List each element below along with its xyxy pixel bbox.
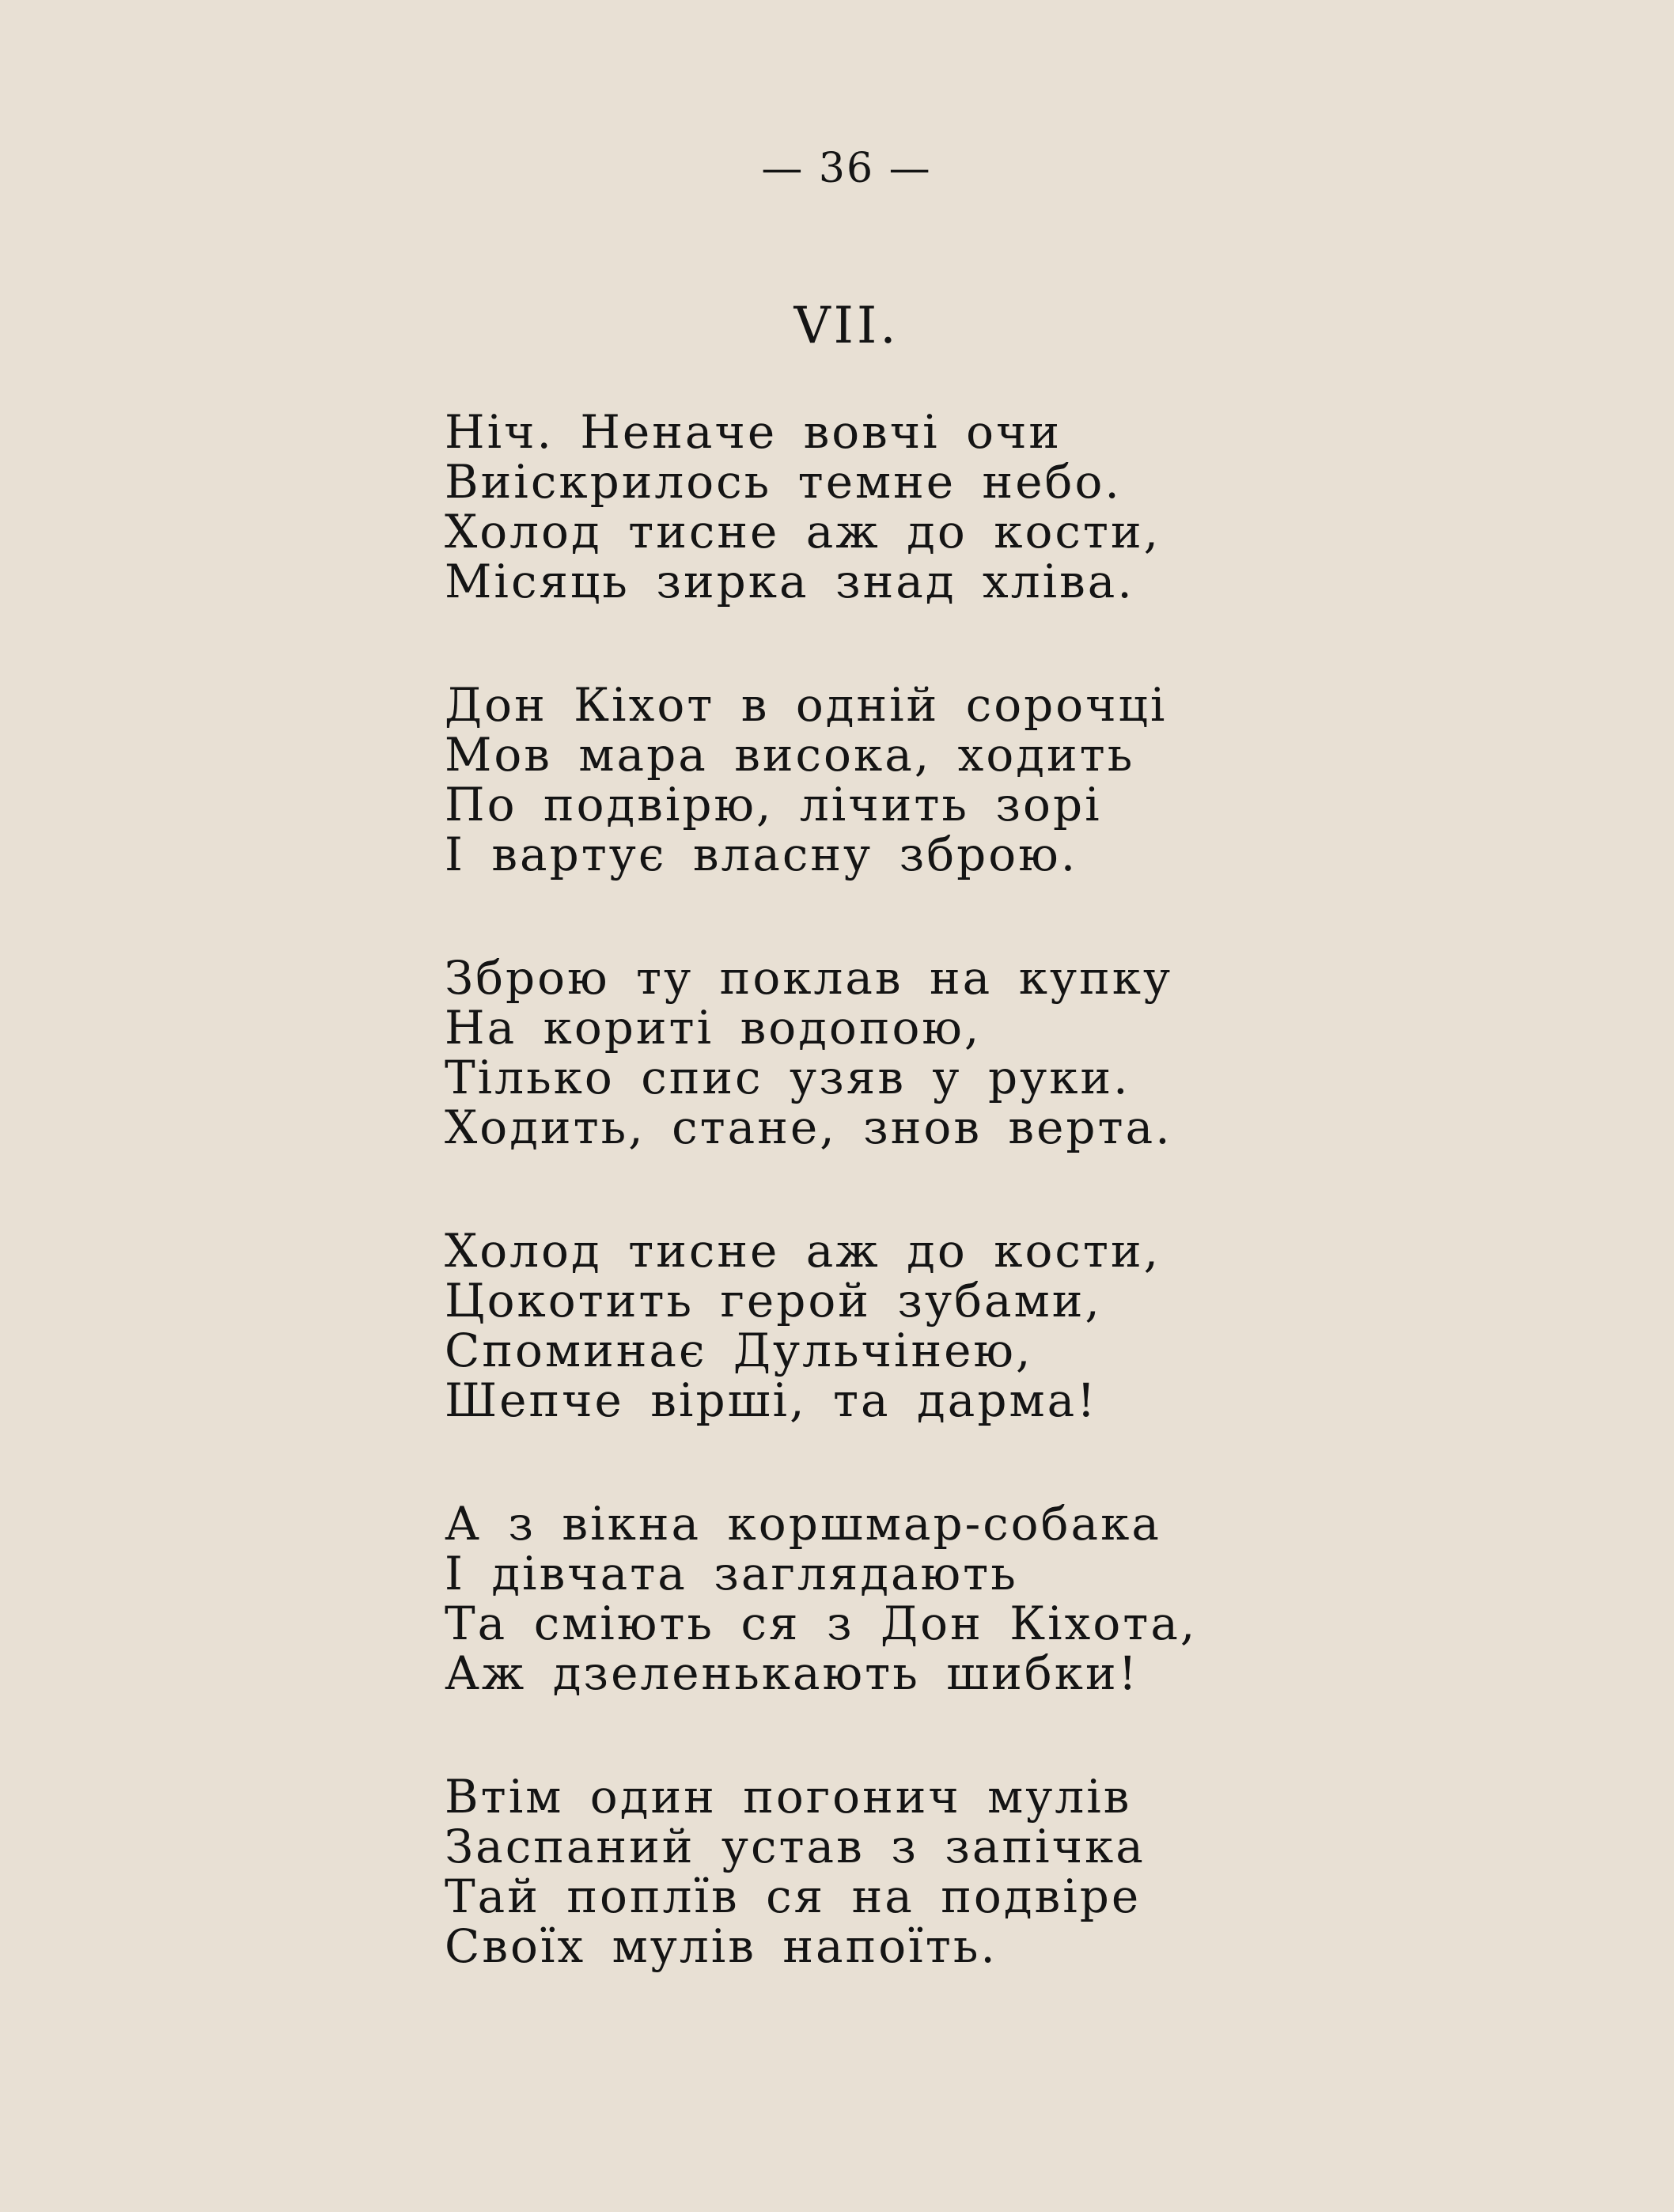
poem-line: На кориті водопою, — [445, 1001, 982, 1055]
poem-line: Заспаний устав з запічка — [445, 1820, 1146, 1873]
page-number: — 36 — — [761, 145, 932, 192]
poem-line: Тілько спис узяв у руки. — [445, 1051, 1131, 1104]
poem-line: Мов мара висока, ходить — [445, 728, 1135, 782]
poem-line: Виіскрилось темне небо. — [445, 455, 1122, 509]
poem-line: Ніч. Неначе вовчі очи — [445, 405, 1062, 459]
stanza — [445, 953, 1631, 1153]
poem-line: Втім один погонич мулів — [445, 1770, 1132, 1824]
stanza — [445, 1226, 1631, 1426]
poem-line: Зброю ту поклав на купку — [445, 951, 1173, 1005]
poem-line: І вартує власну зброю. — [445, 828, 1078, 881]
poem-line: Та сміють ся з Дон Кіхота, — [445, 1597, 1198, 1650]
stanza — [445, 680, 1631, 880]
poem-line: Дон Кіхот в одній сорочці — [445, 678, 1168, 732]
stanza — [445, 1772, 1631, 1971]
poem-line: Місяць зирка знад хліва. — [445, 555, 1134, 608]
poem-line: Холод тисне аж до кости, — [445, 1224, 1161, 1278]
stanza — [445, 1499, 1631, 1699]
poem-line: Своїх мулів напоїть. — [445, 1919, 998, 1973]
poem-line: Тай поплїв ся на подвіре — [445, 1869, 1142, 1923]
poem-line: Ходить, стане, знов верта. — [445, 1100, 1172, 1154]
poem-line: Аж дзеленькають шибки! — [445, 1646, 1139, 1700]
poem-line: І дівчата заглядають — [445, 1547, 1018, 1600]
poem-line: А з вікна коршмар-собака — [445, 1497, 1161, 1551]
poem-line: По подвірю, лічить зорі — [445, 778, 1102, 831]
poem-line: Споминає Дульчінею, — [445, 1324, 1033, 1377]
poem-line: Шепче вірші, та дарма! — [445, 1373, 1098, 1427]
poem-line: Холод тисне аж до кости, — [445, 505, 1161, 559]
poem — [445, 407, 1631, 2045]
poem-line: Цокотить герой зубами, — [445, 1274, 1102, 1328]
stanza — [445, 407, 1631, 607]
section-numeral: VII. — [793, 297, 899, 355]
